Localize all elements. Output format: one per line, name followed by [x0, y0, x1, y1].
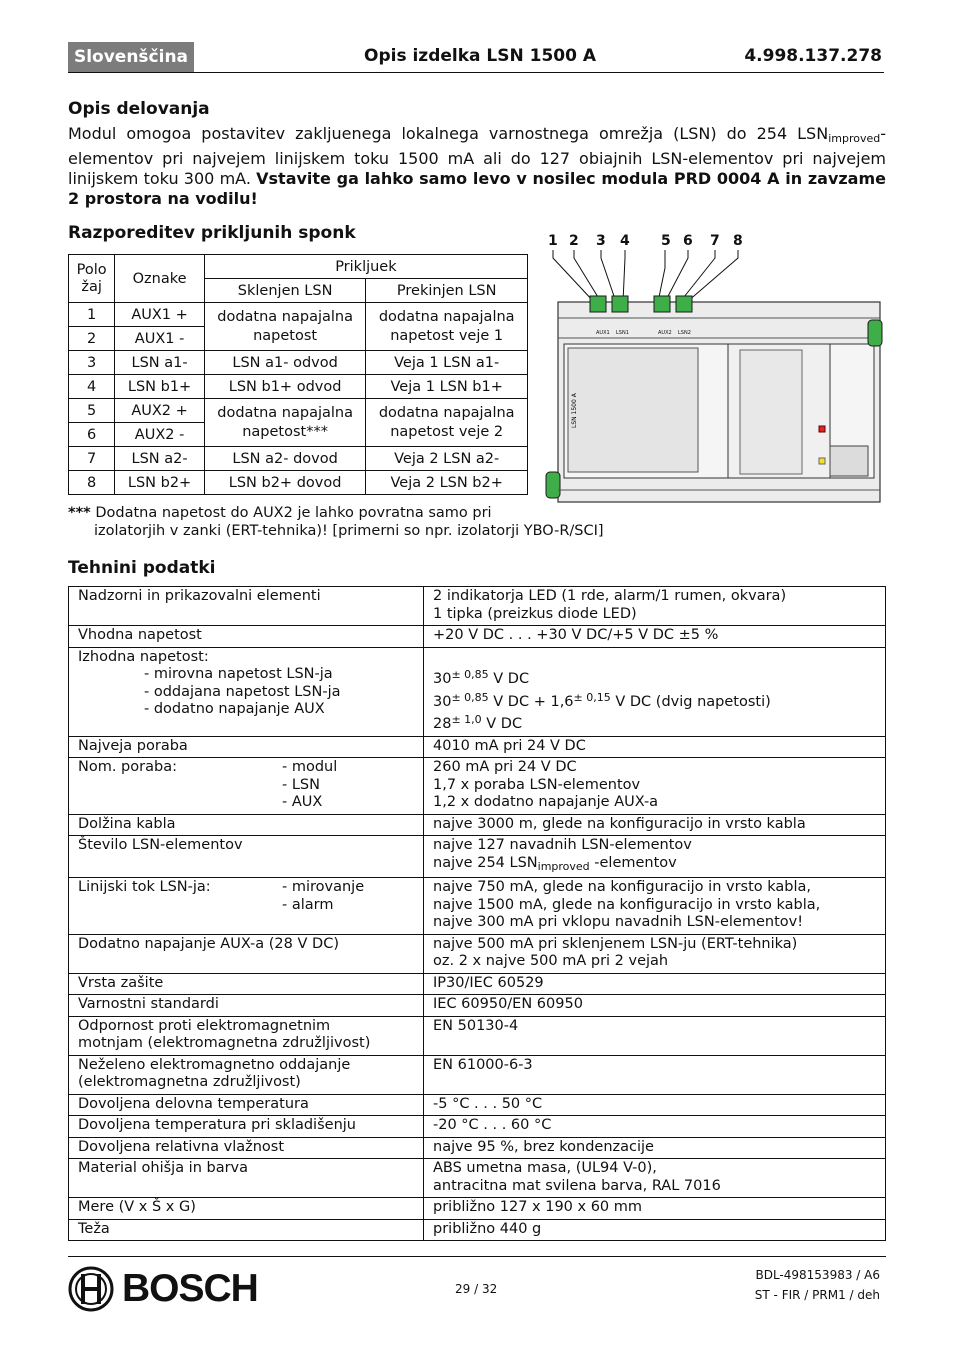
table-row: Število LSN-elementov najve 127 navadnih LSN-elementov najve 254 $LSN_{improved}$ -elementov: [69, 836, 886, 878]
terminal-label: AUX1: [596, 330, 610, 336]
function-heading: Opis delovanja: [68, 99, 210, 119]
table-row: 3 LSN a1- LSN a1- odvod Veja 1 LSN a1-: [69, 351, 528, 375]
footnote-mark: ***: [68, 505, 91, 521]
terminal-label: AUX2: [658, 330, 672, 336]
table-row: Teža približno 440 g: [69, 1219, 886, 1241]
terminal-label: LSN2: [678, 330, 691, 336]
doc-ref: ST - FIR / PRM1 / deh: [754, 1288, 880, 1302]
table-row: Izhodna napetost: - mirovna napetost LSN-ja - oddajana napetost LSN-ja - dodatno napajanje AUX $30^{\pm 0,85}$ V DC $30^{\pm 0,85}$ V DC + $1,6^{\pm 0,15}$ V DC (dvig napetosti) $28^{\pm 1,0}$ V DC: [69, 647, 886, 736]
terminal-number: 1: [548, 233, 558, 249]
table-row: Linijski tok LSN-ja: - mirovanje - alarm najve 750 mA, glede na konfiguracijo in vrsto kabla, najve 1500 mA, glede na konfiguracijo in vrsto kabla, najve 300 mA pri vklopu navadnih LSN-elementov!: [69, 878, 886, 935]
table-row: Dodatno napajanje AUX-a (28 V DC) najve 500 mA pri sklenjenem LSN-ju (ERT-tehnika) oz. 2 x najve 500 mA pri 2 vejah: [69, 934, 886, 973]
terminal-number: 6: [683, 233, 693, 249]
improved-subscript: improved: [828, 132, 881, 145]
table-row: Vrsta zašite IP30/IEC 60529: [69, 973, 886, 995]
table-row: 1 AUX1 + dodatna napajalna napetost dodatna napajalna napetost veje 1: [69, 303, 528, 327]
tech-table: [68, 586, 886, 1241]
bosch-logo: [68, 1266, 258, 1312]
table-row: Neželeno elektromagnetno oddajanje (elektromagnetna združljivost) EN 61000-6-3: [69, 1055, 886, 1094]
table-row: 7 LSN a2- LSN a2- dovod Veja 2 LSN a2-: [69, 447, 528, 471]
bosch-armature-icon: [68, 1266, 114, 1312]
table-row: Varnostni standardi IEC 60950/EN 60950: [69, 995, 886, 1017]
terminal-number: 5: [661, 233, 671, 249]
terminal-table: [68, 254, 528, 495]
terminal-number: 2: [569, 233, 579, 249]
function-text-cont: -elementov pri najvejem linijskem toku 1500 mA ali do 127 obiajnih LSN-elementov pri najvejem linijskem toku 300 mA.: [68, 124, 886, 188]
brand-wordmark: BOSCH: [122, 1267, 258, 1310]
document-title: Opis izdelka LSN 1500 A: [364, 46, 597, 66]
table-row: Nadzorni in prikazovalni elementi 2 indikatorja LED (1 rde, alarm/1 rumen, okvara) 1 tipka (preizkus diode LED): [69, 587, 886, 626]
table-row: Dolžina kabla najve 3000 m, glede na konfiguracijo in vrsto kabla: [69, 814, 886, 836]
fault-led: [819, 458, 825, 464]
terminal-number: 8: [733, 233, 743, 249]
table-row: 5 AUX2 + dodatna napajalna napetost*** dodatna napajalna napetost veje 2: [69, 399, 528, 423]
terminal-number: 7: [710, 233, 720, 249]
footer-rule: [68, 1256, 886, 1257]
table-row: Vhodna napetost +20 V DC . . . +30 V DC/+5 V DC ±5 %: [69, 626, 886, 648]
table-row: Dovoljena relativna vlažnost najve 95 %, brez kondenzacije: [69, 1137, 886, 1159]
table-row: 6 AUX2 -: [69, 423, 528, 447]
table-row: 4 LSN b1+ LSN b1+ odvod Veja 1 LSN b1+: [69, 375, 528, 399]
col-closed-lsn: Sklenjen LSN: [204, 279, 366, 303]
table-row: 2 AUX1 -: [69, 327, 528, 351]
table-row: Material ohišja in barva ABS umetna masa, (UL94 V-0), antracitna mat svilena barva, RAL 7016: [69, 1159, 886, 1198]
tech-heading: Tehnini podatki: [68, 558, 216, 578]
col-label: Oznake: [115, 255, 205, 303]
page-number: 29 / 32: [455, 1282, 498, 1296]
doc-id: BDL-498153983 / A6: [755, 1268, 880, 1282]
device-label: LSN 1500 A: [571, 393, 578, 428]
col-connection: Prikljuek: [204, 255, 527, 279]
left-clip: [546, 472, 560, 498]
col-position: Polo žaj: [69, 255, 115, 303]
table-row: Dovoljena delovna temperatura -5 °C . . . 50 °C: [69, 1094, 886, 1116]
table-row: Najveja poraba 4010 mA pri 24 V DC: [69, 736, 886, 758]
table-row: Odpornost proti elektromagnetnim motnjam (elektromagnetna združljivost) EN 50130-4: [69, 1016, 886, 1055]
terminal-footnote: *** Dodatna napetost do AUX2 je lahko povratna samo pri izolatorjih v zanki (ERT-tehnika)! [primerni so npr. izolatorji YBO-R/SCI]: [68, 505, 604, 539]
table-row: Mere (V x Š x G) približno 127 x 190 x 60 mm: [69, 1198, 886, 1220]
leader-lines: [553, 250, 738, 302]
right-clip: [868, 320, 882, 346]
terminal-number: 4: [620, 233, 630, 249]
module-diagram: [540, 228, 886, 510]
function-text: Modul omogoa postavitev zakljuenega lokalnega varnostnega omrežja (LSN) do 254 LSN: [68, 124, 829, 143]
table-row: Dovoljena temperatura pri skladišenju -20 °C . . . 60 °C: [69, 1116, 886, 1138]
function-paragraph: [68, 124, 886, 209]
header-rule: [68, 72, 884, 73]
table-row: 8 LSN b2+ LSN b2+ dovod Veja 2 LSN b2+: [69, 471, 528, 495]
language-badge: Slovenščina: [68, 42, 194, 72]
col-open-lsn: Prekinjen LSN: [366, 279, 528, 303]
terminal-label: LSN1: [616, 330, 629, 336]
alarm-led: [819, 426, 825, 432]
label-area: [568, 348, 698, 472]
terminal-number: 3: [596, 233, 606, 249]
document-number: 4.998.137.278: [744, 46, 882, 66]
mounting-note: Vstavite ga lahko samo levo v nosilec modula PRD 0004 A in zavzame 2 prostora na vodilu!: [68, 169, 886, 208]
terminals-heading: Razporeditev prikljunih sponk: [68, 223, 356, 243]
table-row: Nom. poraba: - modul - LSN - AUX 260 mA pri 24 V DC 1,7 x poraba LSN-elementov 1,2 x dodatno napajanje AUX-a: [69, 758, 886, 815]
